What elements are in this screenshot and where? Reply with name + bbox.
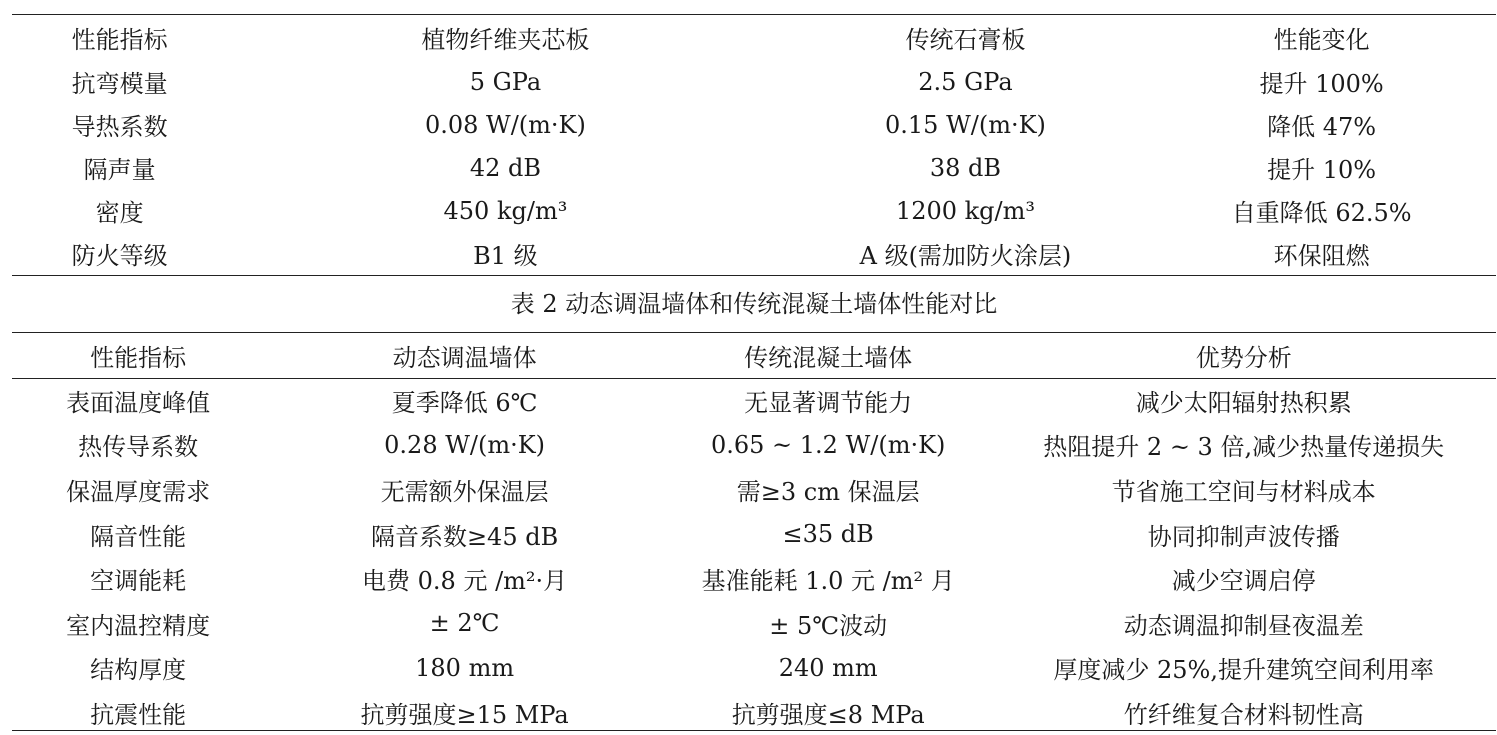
table2-cell: 结构厚度 — [90, 656, 187, 685]
table1-cell: 提升 10% — [1267, 156, 1377, 184]
table1-cell: 防火等级 — [71, 242, 168, 270]
table2-cell: 无显著调节能力 — [744, 388, 913, 417]
table-row — [12, 601, 1496, 646]
table2-cell: 电费 0.8 元 /m²·月 — [362, 567, 568, 596]
table2-cell: 隔音性能 — [90, 522, 187, 551]
table1-cell: A 级(需加防火涂层) — [859, 242, 1072, 270]
table2-cell: ≤35 dB — [782, 520, 874, 549]
table-row — [12, 60, 1496, 103]
table1-cell: 导热系数 — [71, 113, 168, 141]
table1-header-cell: 传统石膏板 — [905, 25, 1026, 54]
table-row — [12, 646, 1496, 691]
table1-cell: 38 dB — [929, 153, 1002, 182]
table2-cell: 需≥3 cm 保温层 — [736, 477, 920, 506]
table2-cell: 0.65 ~ 1.2 W/(m·K) — [710, 430, 946, 459]
table2-cell: ± 5℃波动 — [769, 611, 888, 640]
table1-cell: 0.15 W/(m·K) — [885, 110, 1046, 139]
table2-cell: 夏季降低 6℃ — [391, 388, 538, 417]
table2-cell: 0.28 W/(m·K) — [384, 430, 546, 459]
table1-cell: 1200 kg/m³ — [895, 196, 1035, 225]
table1-header-cell: 植物纤维夹芯板 — [421, 25, 590, 54]
table2-cell: 无需额外保温层 — [380, 477, 549, 506]
table1-header-row — [12, 14, 1496, 60]
table1-cell: 提升 100% — [1259, 70, 1384, 98]
table1-bottom-rule — [12, 275, 1496, 276]
table2-cell: 减少太阳辐射热积累 — [1135, 388, 1352, 417]
table2-cell: 抗剪强度≥15 MPa — [360, 700, 569, 729]
table2-cell: 抗剪强度≤8 MPa — [731, 700, 925, 729]
table-row — [12, 103, 1496, 146]
table2-cell: 减少空调启停 — [1171, 567, 1316, 596]
document-page — [12, 0, 1496, 732]
table1-cell: B1 级 — [473, 242, 538, 270]
table2-cell: 协同抑制声波传播 — [1147, 522, 1340, 551]
table1 — [12, 14, 1496, 275]
table2-cell: 厚度减少 25%,提升建筑空间利用率 — [1053, 656, 1434, 685]
table2-cell: 隔音系数≥45 dB — [370, 522, 559, 551]
table-row — [12, 690, 1496, 735]
table1-header-cell: 性能变化 — [1273, 25, 1370, 54]
table2-cell: 热传导系数 — [78, 433, 199, 462]
table2-cell: 竹纤维复合材料韧性高 — [1123, 700, 1364, 729]
table2-header-cell: 动态调温墙体 — [392, 343, 537, 372]
table1-cell: 42 dB — [469, 153, 541, 182]
table2-caption: 表 2 动态调温墙体和传统混凝土墙体性能对比 — [510, 290, 998, 318]
table1-cell: 抗弯模量 — [71, 70, 168, 98]
table1-cell: 450 kg/m³ — [443, 196, 568, 225]
table2-cell: 节省施工空间与材料成本 — [1111, 477, 1376, 506]
table1-cell: 5 GPa — [469, 67, 542, 96]
table-row — [12, 378, 1496, 423]
table1-cell: 降低 47% — [1267, 113, 1377, 141]
table2-header-row — [12, 332, 1496, 378]
table2-cell: 抗震性能 — [90, 700, 187, 729]
table-row — [12, 146, 1496, 189]
table1-cell: 环保阻燃 — [1273, 242, 1370, 270]
table-row — [12, 232, 1496, 275]
table2-header-cell: 传统混凝土墙体 — [744, 343, 913, 372]
table-row — [12, 189, 1496, 232]
table2-cell: 保温厚度需求 — [66, 477, 211, 506]
table1-cell: 自重降低 62.5% — [1231, 199, 1412, 227]
table2-cell: 180 mm — [415, 653, 515, 682]
table2-header-cell: 优势分析 — [1195, 343, 1292, 372]
table1-cell: 密度 — [95, 199, 144, 227]
table2-cell: ± 2℃ — [429, 609, 500, 638]
table2-cell: 表面温度峰值 — [66, 388, 211, 417]
table2-cell: 室内温控精度 — [66, 611, 211, 640]
table1-cell: 隔声量 — [83, 156, 156, 184]
table-row — [12, 556, 1496, 601]
table2-cell: 空调能耗 — [90, 567, 187, 596]
table2-cell: 240 mm — [778, 653, 878, 682]
table1-cell: 0.08 W/(m·K) — [424, 110, 586, 139]
table-row — [12, 512, 1496, 557]
table1-header-cell: 性能指标 — [71, 25, 168, 54]
table1-cell: 2.5 GPa — [918, 67, 1013, 96]
table2 — [12, 332, 1496, 735]
table-row — [12, 467, 1496, 512]
table2-cell: 热阻提升 2 ~ 3 倍,减少热量传递损失 — [1043, 433, 1445, 462]
table2-cell: 基准能耗 1.0 元 /m² 月 — [701, 567, 955, 596]
table-row — [12, 423, 1496, 468]
table2-header-cell: 性能指标 — [90, 343, 187, 372]
table2-cell: 动态调温抑制昼夜温差 — [1123, 611, 1364, 640]
